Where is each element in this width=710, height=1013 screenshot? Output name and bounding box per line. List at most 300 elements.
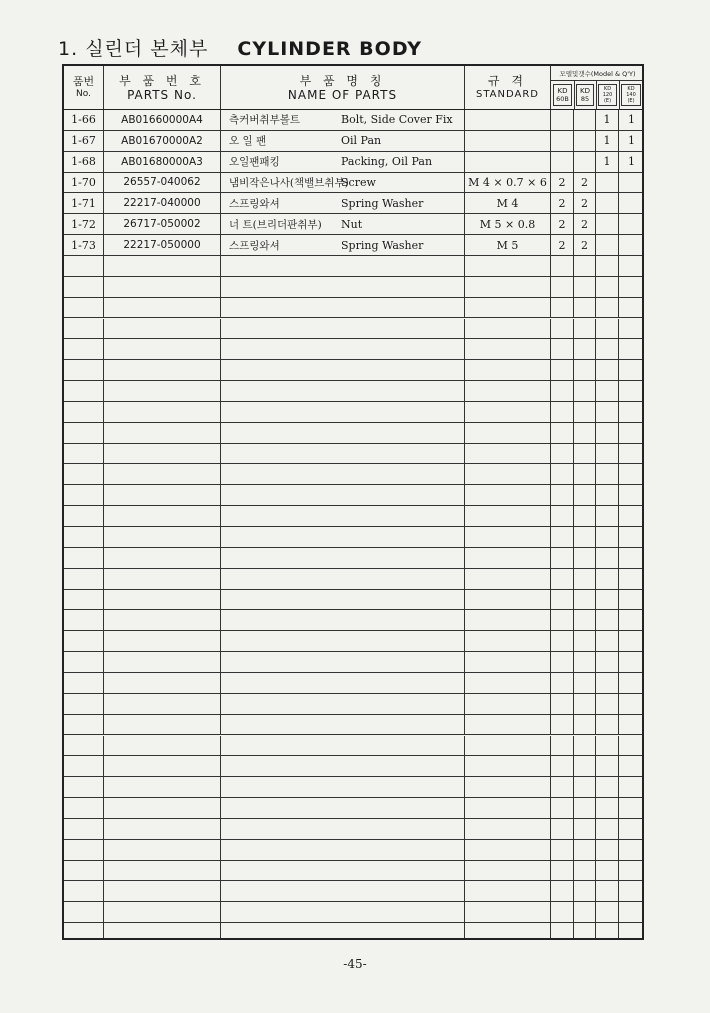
cell-qty-kd85 [574,610,596,630]
cell-qty-kd140e [619,902,644,922]
cell-part-name [221,444,465,464]
empty-table-row [64,610,642,631]
cell-item-no [64,339,104,359]
header-parts-no-en: PARTS No. [127,87,197,102]
cell-standard [465,715,551,735]
cell-qty-kd85 [574,339,596,359]
empty-table-row [64,298,642,319]
cell-qty-kd85 [574,569,596,589]
cell-parts-no [104,444,221,464]
cell-part-name [221,631,465,651]
section-title-korean: 실린더 본체부 [85,38,209,60]
cell-qty-kd85 [574,756,596,776]
cell-qty-kd120e [596,631,619,651]
part-name-english: Spring Washer [341,238,424,252]
empty-table-row [64,694,642,715]
empty-table-row [64,569,642,590]
cell-qty-kd120e [596,173,619,193]
cell-parts-no: 22217-040000 [104,193,221,213]
cell-item-no: 1-68 [64,152,104,172]
cell-item-no [64,902,104,922]
cell-qty-kd140e [619,548,644,568]
cell-qty-kd120e [596,298,619,318]
cell-parts-no [104,756,221,776]
cell-item-no [64,298,104,318]
cell-parts-no: AB01670000A2 [104,131,221,151]
cell-qty-kd60b [551,256,574,276]
empty-table-row [64,319,642,340]
cell-part-name [221,673,465,693]
empty-table-row [64,548,642,569]
model-line: 140 [626,92,636,98]
cell-qty-kd140e [619,652,644,672]
cell-qty-kd120e [596,590,619,610]
cell-qty-kd140e [619,423,644,443]
cell-parts-no: 26557-040062 [104,173,221,193]
cell-part-name [221,319,465,339]
cell-qty-kd120e [596,798,619,818]
cell-part-name [221,652,465,672]
cell-item-no [64,777,104,797]
cell-qty-kd120e [596,506,619,526]
cell-parts-no [104,631,221,651]
model-line: (E) [603,98,612,104]
cell-qty-kd85 [574,131,596,151]
cell-qty-kd60b [551,819,574,839]
cell-qty-kd60b: 2 [551,173,574,193]
cell-standard [465,381,551,401]
cell-qty-kd120e [596,277,619,297]
cell-part-name [221,423,465,443]
cell-standard [465,506,551,526]
cell-parts-no [104,923,221,940]
part-name-korean: 스프링와셔 [229,239,280,252]
part-name-english: Bolt, Side Cover Fix [341,113,453,127]
cell-parts-no [104,277,221,297]
cell-qty-kd85 [574,152,596,172]
cell-qty-kd85 [574,485,596,505]
cell-parts-no [104,902,221,922]
cell-qty-kd85: 2 [574,173,596,193]
header-standard-en: STANDARD [475,88,539,100]
cell-standard [465,548,551,568]
cell-qty-kd120e [596,319,619,339]
cell-qty-kd60b [551,631,574,651]
cell-qty-kd60b [551,152,574,172]
cell-parts-no [104,569,221,589]
cell-qty-kd60b [551,360,574,380]
cell-part-name [221,777,465,797]
cell-qty-kd85 [574,715,596,735]
empty-table-row [64,423,642,444]
cell-parts-no: AB01660000A4 [104,110,221,130]
cell-parts-no [104,548,221,568]
empty-table-row [64,902,642,923]
cell-qty-kd85: 2 [574,214,596,234]
cell-part-name [221,902,465,922]
empty-table-row [64,464,642,485]
cell-standard [465,902,551,922]
cell-item-no [64,464,104,484]
cell-parts-no [104,881,221,901]
model-line: KD [557,87,568,95]
empty-table-row [64,715,642,736]
cell-qty-kd85 [574,256,596,276]
cell-item-no [64,756,104,776]
cell-item-no [64,673,104,693]
cell-qty-kd140e [619,798,644,818]
cell-item-no [64,923,104,940]
header-name [221,66,465,109]
model-divider [596,80,597,110]
empty-table-row [64,673,642,694]
cell-qty-kd60b: 2 [551,193,574,213]
cell-standard [465,256,551,276]
empty-table-row [64,381,642,402]
cell-standard [465,131,551,151]
cell-qty-kd85 [574,506,596,526]
cell-qty-kd140e [619,339,644,359]
cell-standard: M 5 [465,235,551,255]
cell-qty-kd120e: 1 [596,131,619,151]
cell-parts-no [104,527,221,547]
cell-qty-kd85 [574,298,596,318]
cell-qty-kd85 [574,652,596,672]
cell-parts-no [104,360,221,380]
cell-qty-kd120e [596,235,619,255]
part-name-english: Spring Washer [341,196,424,210]
cell-item-no [64,360,104,380]
cell-qty-kd120e [596,610,619,630]
cell-item-no: 1-66 [64,110,104,130]
cell-parts-no: 22217-050000 [104,235,221,255]
cell-item-no: 1-71 [64,193,104,213]
cell-qty-kd140e [619,319,644,339]
cell-item-no [64,444,104,464]
cell-qty-kd120e [596,464,619,484]
cell-part-name [221,798,465,818]
cell-qty-kd60b [551,756,574,776]
cell-qty-kd120e: 1 [596,152,619,172]
cell-qty-kd60b [551,694,574,714]
cell-qty-kd60b [551,444,574,464]
cell-qty-kd140e [619,777,644,797]
cell-part-name [221,840,465,860]
cell-qty-kd85 [574,464,596,484]
empty-table-row [64,736,642,757]
cell-qty-kd120e [596,673,619,693]
cell-standard [465,569,551,589]
cell-standard [465,527,551,547]
part-name-korean: 측커버취부볼트 [229,114,301,127]
cell-qty-kd85 [574,819,596,839]
cell-qty-kd140e [619,235,644,255]
page-number: -45- [343,957,367,971]
cell-qty-kd60b [551,840,574,860]
cell-qty-kd85 [574,777,596,797]
cell-standard [465,319,551,339]
cell-qty-kd85 [574,694,596,714]
cell-qty-kd120e [596,339,619,359]
cell-parts-no: 26717-050002 [104,214,221,234]
cell-qty-kd60b [551,861,574,881]
cell-standard [465,298,551,318]
empty-table-row [64,777,642,798]
cell-qty-kd60b [551,736,574,756]
cell-parts-no [104,256,221,276]
cell-qty-kd120e [596,902,619,922]
table-row [64,110,642,131]
empty-table-row [64,444,642,465]
model-line: 85 [580,95,590,103]
cell-item-no [64,694,104,714]
cell-part-name [221,235,465,255]
header-parts-no [104,66,221,109]
cell-qty-kd120e [596,881,619,901]
cell-item-no [64,736,104,756]
cell-part-name [221,506,465,526]
cell-item-no: 1-67 [64,131,104,151]
cell-standard [465,444,551,464]
cell-part-name [221,756,465,776]
table-header [64,66,642,110]
header-standard-ko: 규 격 [488,73,527,88]
cell-standard [465,756,551,776]
cell-qty-kd140e [619,861,644,881]
cell-qty-kd85 [574,444,596,464]
empty-table-row [64,652,642,673]
cell-parts-no [104,402,221,422]
cell-item-no: 1-73 [64,235,104,255]
cell-item-no [64,798,104,818]
cell-parts-no [104,673,221,693]
part-name-english: Nut [341,217,363,231]
cell-qty-kd140e [619,444,644,464]
cell-item-no [64,381,104,401]
cell-qty-kd120e [596,423,619,443]
cell-qty-kd120e [596,193,619,213]
cell-qty-kd60b [551,402,574,422]
model-line: 120 [602,92,613,98]
cell-item-no [64,569,104,589]
cell-standard [465,881,551,901]
cell-parts-no [104,464,221,484]
cell-standard [465,694,551,714]
cell-part-name [221,923,465,940]
cell-qty-kd120e [596,548,619,568]
cell-qty-kd120e [596,736,619,756]
model-line: KD [580,87,590,95]
model-line: (E) [627,98,635,104]
cell-parts-no [104,485,221,505]
cell-qty-kd140e: 1 [628,134,635,148]
cell-part-name [221,527,465,547]
header-item-no-en: No. [76,89,91,99]
cell-item-no [64,861,104,881]
cell-qty-kd60b [551,506,574,526]
part-name-korean: 오 일 팬 [229,135,267,148]
cell-part-name [221,610,465,630]
cell-qty-kd60b [551,319,574,339]
cell-parts-no [104,798,221,818]
cell-item-no [64,652,104,672]
empty-table-row [64,881,642,902]
cell-qty-kd60b [551,131,574,151]
cell-qty-kd60b [551,590,574,610]
cell-standard [465,777,551,797]
part-name-english: Packing, Oil Pan [341,155,433,169]
cell-qty-kd85 [574,902,596,922]
cell-standard [465,423,551,443]
part-name-korean: 스프링와셔 [229,197,280,210]
cell-qty-kd60b [551,777,574,797]
empty-table-row [64,590,642,611]
cell-item-no [64,819,104,839]
model-divider [619,80,620,110]
cell-qty-kd140e [619,485,644,505]
cell-item-no [64,548,104,568]
cell-qty-kd140e [619,736,644,756]
cell-part-name [221,173,465,193]
cell-qty-kd85 [574,319,596,339]
cell-parts-no [104,736,221,756]
model-line: KD [603,86,612,92]
header-item-no [64,66,104,109]
cell-qty-kd120e [596,527,619,547]
table-row [64,235,642,256]
cell-qty-kd85 [574,798,596,818]
cell-standard [465,861,551,881]
empty-table-row [64,256,642,277]
cell-qty-kd85 [574,631,596,651]
cell-qty-kd140e [619,715,644,735]
cell-parts-no [104,819,221,839]
cell-qty-kd120e [596,569,619,589]
cell-qty-kd140e: 1 [628,155,635,169]
part-name-korean: 너 트(브리더판취부) [229,218,322,231]
cell-part-name [221,131,465,151]
cell-qty-kd120e [596,694,619,714]
model-line: 60B [556,95,569,103]
cell-qty-kd140e [619,923,644,940]
cell-qty-kd140e [619,256,644,276]
cell-qty-kd120e [596,360,619,380]
cell-part-name [221,548,465,568]
cell-qty-kd60b [551,381,574,401]
empty-table-row [64,360,642,381]
cell-part-name [221,339,465,359]
cell-qty-kd140e [619,819,644,839]
cell-item-no: 1-70 [64,173,104,193]
cell-part-name [221,277,465,297]
cell-part-name [221,464,465,484]
cell-qty-kd85 [574,110,596,130]
cell-standard [465,819,551,839]
cell-qty-kd140e [619,881,644,901]
cell-parts-no [104,298,221,318]
cell-qty-kd60b: 2 [551,214,574,234]
cell-qty-kd120e [596,402,619,422]
cell-parts-no [104,840,221,860]
cell-qty-kd140e [619,673,644,693]
empty-table-row [64,485,642,506]
cell-qty-kd60b [551,798,574,818]
model-line: KD [627,86,635,92]
cell-part-name [221,485,465,505]
cell-qty-kd85 [574,673,596,693]
cell-qty-kd120e [596,756,619,776]
cell-qty-kd120e [596,381,619,401]
cell-part-name [221,214,465,234]
empty-table-row [64,756,642,777]
cell-item-no [64,610,104,630]
cell-qty-kd120e [596,840,619,860]
cell-qty-kd140e [619,756,644,776]
section-number: 1. [58,38,79,60]
empty-table-row [64,339,642,360]
cell-qty-kd85 [574,736,596,756]
cell-qty-kd85 [574,402,596,422]
cell-qty-kd120e [596,444,619,464]
cell-standard [465,360,551,380]
cell-standard [465,339,551,359]
cell-qty-kd140e [619,277,644,297]
header-name-ko: 부 품 명 칭 [299,73,386,88]
cell-qty-kd60b [551,902,574,922]
cell-qty-kd140e [619,631,644,651]
cell-qty-kd60b [551,548,574,568]
cell-qty-kd85 [574,861,596,881]
cell-qty-kd140e [619,360,644,380]
cell-standard [465,402,551,422]
cell-qty-kd140e [619,173,644,193]
cell-item-no [64,590,104,610]
cell-parts-no: AB01680000A3 [104,152,221,172]
cell-item-no [64,319,104,339]
model-caption: 모델및갯수(Model & Q'Y) [551,66,644,81]
model-divider [574,80,575,110]
empty-table-row [64,798,642,819]
cell-qty-kd120e [596,485,619,505]
cell-part-name [221,402,465,422]
cell-item-no [64,881,104,901]
cell-standard [465,590,551,610]
cell-item-no [64,840,104,860]
table-row [64,214,642,235]
cell-qty-kd140e [619,506,644,526]
cell-part-name [221,715,465,735]
empty-table-row [64,819,642,840]
cell-qty-kd85 [574,881,596,901]
cell-qty-kd60b [551,715,574,735]
cell-qty-kd85 [574,548,596,568]
empty-table-row [64,861,642,882]
cell-qty-kd85 [574,840,596,860]
header-model-group [551,66,644,110]
cell-qty-kd60b [551,277,574,297]
empty-table-row [64,402,642,423]
model-kd140e [621,84,641,106]
cell-qty-kd120e [596,214,619,234]
empty-table-row [64,631,642,652]
header-parts-no-ko: 부 품 번 호 [119,73,205,88]
cell-qty-kd60b [551,298,574,318]
cell-standard: M 4 × 0.7 × 6 [465,173,551,193]
cell-qty-kd120e [596,819,619,839]
empty-table-row [64,840,642,861]
cell-qty-kd140e [619,298,644,318]
table-row [64,131,642,152]
